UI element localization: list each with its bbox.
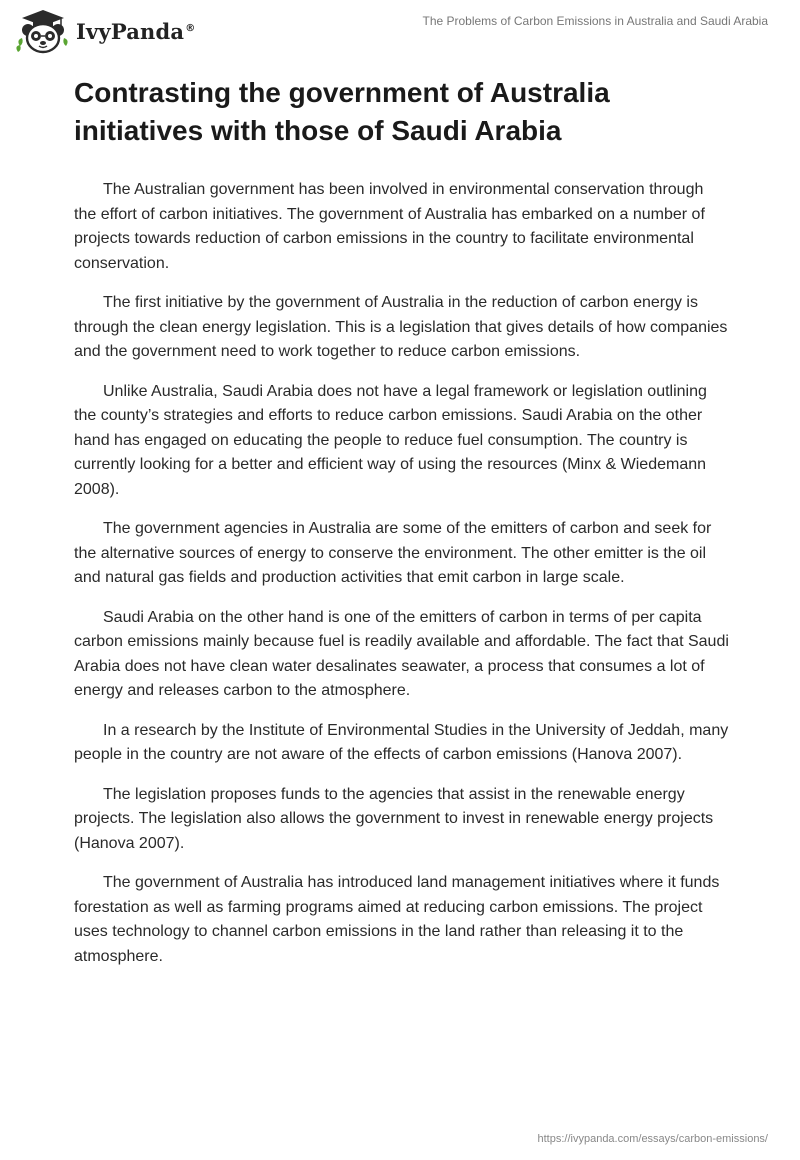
paragraph: The Australian government has been involved in environmental conservation through the effort of carbon initiatives. The government of Australia has embarked on a number of projects towards reduction of carbon emissions in the country to facilitate environmental conservation. xyxy=(74,181,705,272)
section-heading: Contrasting the government of Australia initiatives with those of Saudi Arabia xyxy=(74,77,610,146)
article-body xyxy=(74,74,730,984)
source-url[interactable]: https://ivypanda.com/essays/carbon-emissions/ xyxy=(537,1133,768,1145)
ivypanda-logo[interactable] xyxy=(14,8,195,54)
paragraph: The first initiative by the government of Australia in the reduction of carbon energy is through the clean energy legislation. This is a legislation that gives details of how companies and the government need to work together to reduce carbon emissions. xyxy=(74,294,728,360)
paragraph: The legislation proposes funds to the agencies that assist in the renewable energy projects. The legislation also allows the government to invest in renewable energy projects (Hanova 2007). xyxy=(74,785,714,852)
panda-graduate-logo-icon xyxy=(14,8,72,54)
paragraph: The government of Australia has introduced land management initiatives where it funds forestation as well as farming programs aimed at reducing carbon emissions. The project uses technology to channel carbon emissions in the land rather than releasing it to the atmosphere. xyxy=(74,874,720,965)
paragraph: In a research by the Institute of Environmental Studies in the University of Jeddah, many people in the country are not aware of the effects of carbon emissions (Hanova 2007). xyxy=(74,721,729,763)
paragraph: The government agencies in Australia are some of the emitters of carbon and seek for the alternative sources of energy to conserve the environment. The other emitter is the oil and natural gas fields and production activities that emit carbon in large scale. xyxy=(74,520,712,586)
paragraph: Saudi Arabia on the other hand is one of the emitters of carbon in terms of per capita carbon emissions mainly because fuel is readily available and affordable. The fact that Saudi Arabia does not have clean water desalinates seawater, a process that consumes a lot of energy and releases carbon to the atmosphere. xyxy=(74,608,729,699)
page-header xyxy=(0,0,800,60)
paragraph: Unlike Australia, Saudi Arabia does not have a legal framework or legislation outlining the county’s strategies and efforts to reduce carbon emissions. Saudi Arabia on the other hand has engaged on educating the people to reduce fuel consumption. The country is currently looking for a better and efficient way of using the resources (Minx & Wiedemann 2008). xyxy=(74,382,707,498)
document-title: The Problems of Carbon Emissions in Australia and Saudi Arabia xyxy=(422,14,768,28)
registered-mark: ® xyxy=(185,22,196,34)
brand-name: IvyPanda® xyxy=(76,18,196,44)
